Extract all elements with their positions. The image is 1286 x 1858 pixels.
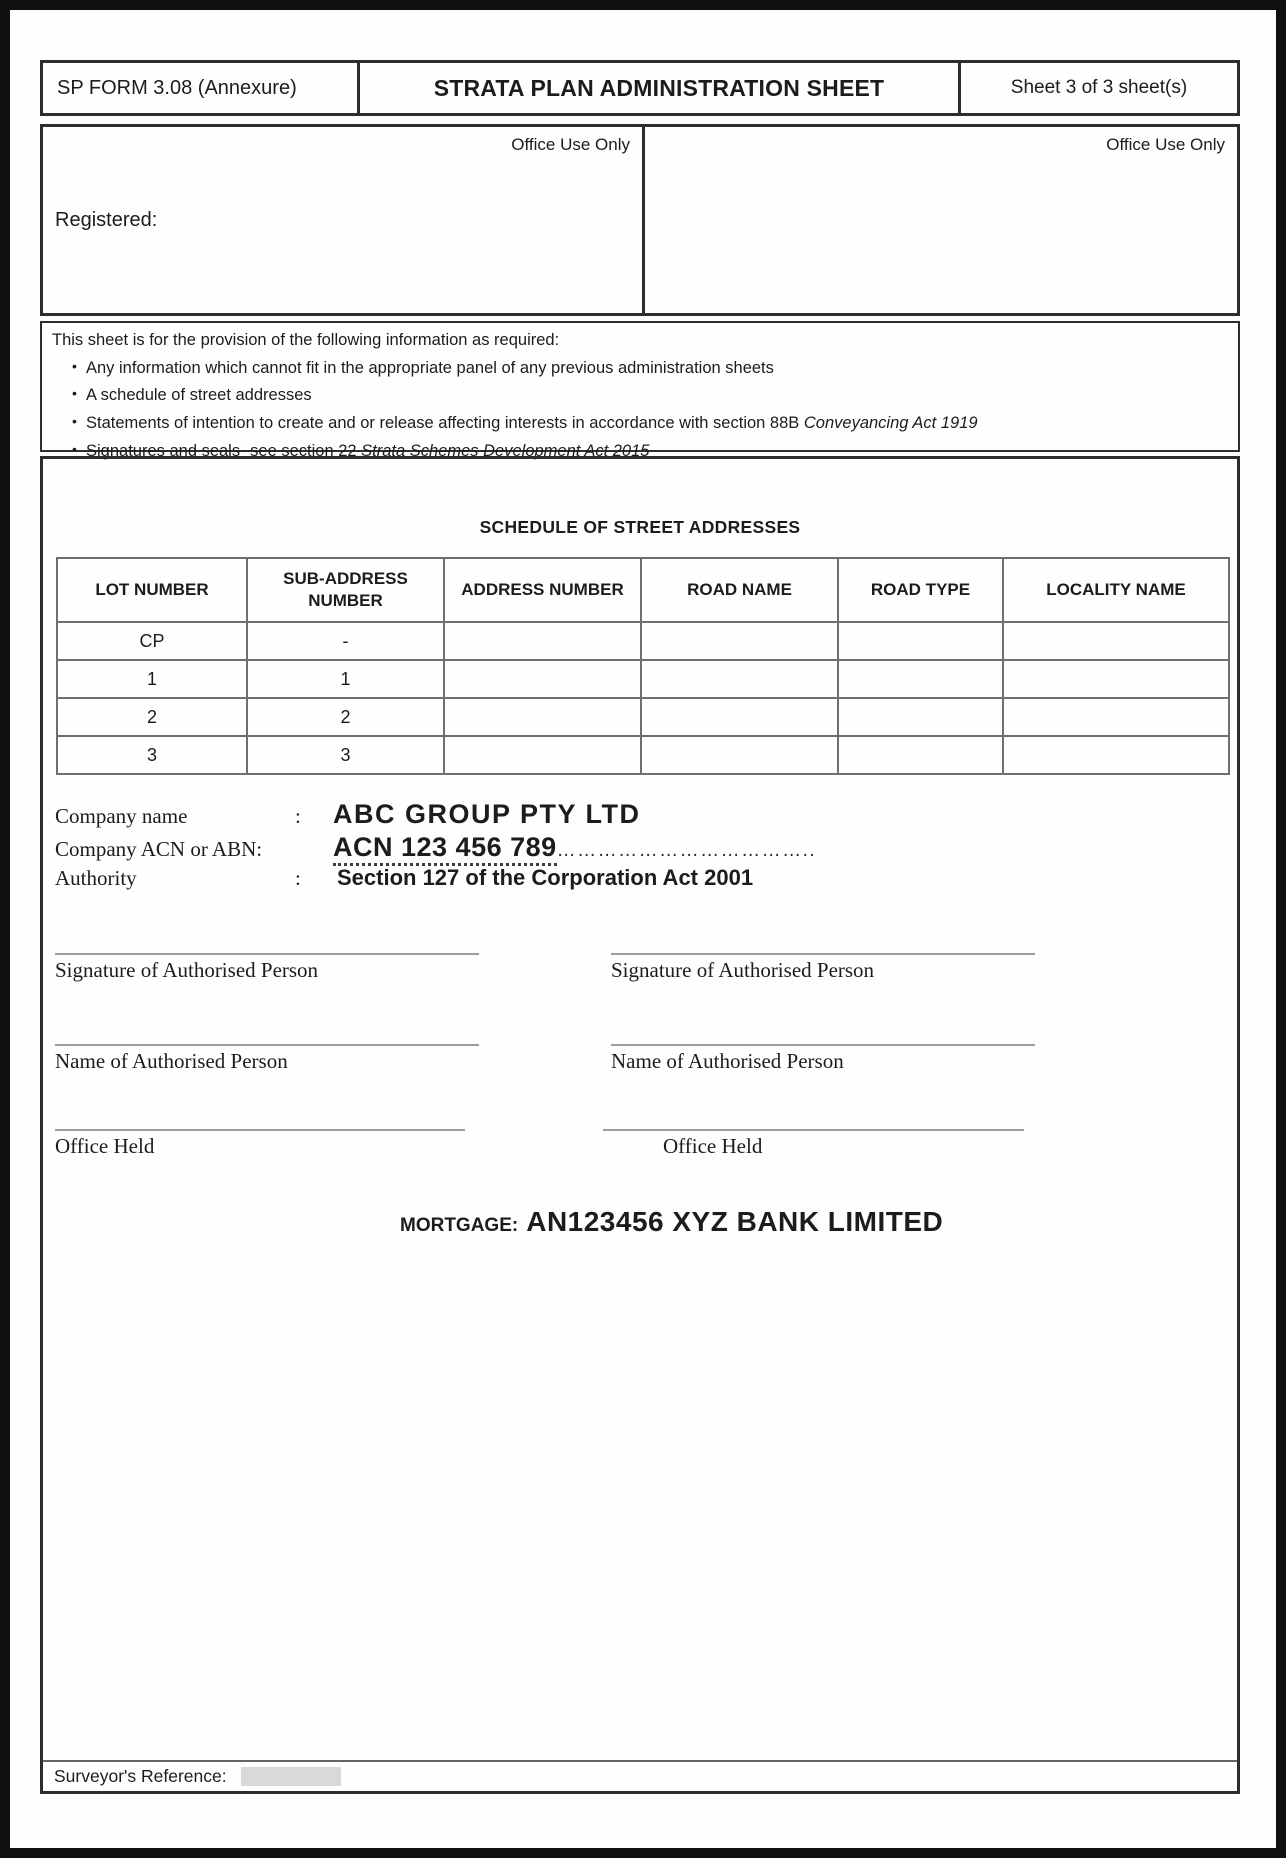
cell-locality-name — [1003, 660, 1229, 698]
col-header-road-name: ROAD NAME — [641, 558, 838, 622]
cell-road-type — [838, 736, 1003, 774]
company-details — [55, 799, 1237, 898]
mortgage-label: MORTGAGE: — [400, 1215, 519, 1236]
company-name-label: Company name — [55, 804, 188, 828]
authority-row — [55, 865, 1237, 898]
table-row — [57, 698, 1229, 736]
cell-road-type — [838, 698, 1003, 736]
registered-label: Registered: — [55, 209, 158, 231]
info-intro: This sheet is for the provision of the following information as required: — [52, 331, 560, 349]
bullet-text: Any information which cannot fit in the appropriate panel of any previous administration sheets — [86, 358, 774, 377]
redaction-box — [241, 1767, 341, 1786]
signature-line — [55, 953, 479, 955]
cell-locality-name — [1003, 736, 1229, 774]
signature-column-left — [55, 953, 479, 1160]
bullet-icon: • — [72, 357, 77, 374]
col-header-address-number: ADDRESS NUMBER — [444, 558, 641, 622]
bullet-text: A schedule of street addresses — [86, 386, 312, 405]
authority-label: Authority — [55, 866, 137, 890]
list-item — [52, 358, 1226, 379]
name-label: Name of Authorised Person — [611, 1049, 844, 1073]
colon-separator: : — [295, 866, 301, 890]
signature-label: Signature of Authorised Person — [55, 958, 319, 982]
cell-lot-number: 1 — [57, 660, 247, 698]
office-use-left-box — [43, 127, 645, 313]
cell-locality-name — [1003, 622, 1229, 660]
cell-address-number — [444, 698, 641, 736]
cell-road-name — [641, 660, 838, 698]
office-held-line — [603, 1129, 1024, 1131]
signature-label: Signature of Authorised Person — [611, 958, 875, 982]
col-header-road-type: ROAD TYPE — [838, 558, 1003, 622]
name-line — [55, 1044, 479, 1046]
company-acn-label: Company ACN or ABN: — [55, 837, 263, 861]
page-title: STRATA PLAN ADMINISTRATION SHEET — [433, 74, 885, 101]
cell-road-type — [838, 622, 1003, 660]
cell-sub-address-number: 2 — [247, 698, 444, 736]
form-id: SP FORM 3.08 (Annexure) — [43, 63, 360, 113]
signature-column-right — [611, 953, 1035, 1160]
mortgage-row — [400, 1206, 1237, 1238]
bullet-icon: • — [72, 385, 77, 402]
name-label: Name of Authorised Person — [55, 1049, 288, 1073]
cell-road-type — [838, 660, 1003, 698]
cell-sub-address-number: 3 — [247, 736, 444, 774]
signature-line — [611, 953, 1035, 955]
bullet-icon: • — [72, 412, 77, 429]
surveyor-reference-row — [43, 1760, 1237, 1791]
surveyor-reference-label: Surveyor's Reference: — [54, 1766, 227, 1786]
sheet-count: Sheet 3 of 3 sheet(s) — [958, 63, 1237, 113]
signature-section — [55, 953, 1237, 1160]
cell-sub-address-number: - — [247, 622, 444, 660]
table-row — [57, 736, 1229, 774]
strata-plan-admin-sheet — [40, 60, 1240, 1794]
cell-address-number — [444, 736, 641, 774]
office-use-only-label-left: Office Use Only — [511, 135, 630, 154]
cell-lot-number: CP — [57, 622, 247, 660]
office-held-label: Office Held — [663, 1134, 763, 1158]
cell-sub-address-number: 1 — [247, 660, 444, 698]
cell-locality-name — [1003, 698, 1229, 736]
schedule-title: SCHEDULE OF STREET ADDRESSES — [479, 517, 801, 537]
street-address-table — [56, 557, 1230, 775]
col-header-locality-name: LOCALITY NAME — [1003, 558, 1229, 622]
list-item — [52, 385, 1226, 406]
office-held-label: Office Held — [55, 1134, 155, 1158]
cell-road-name — [641, 622, 838, 660]
name-line — [611, 1044, 1035, 1046]
office-use-section — [40, 124, 1240, 316]
bullet-italic-text: Conveyancing Act 1919 — [803, 413, 978, 432]
table-row — [57, 660, 1229, 698]
company-name-row — [55, 799, 1237, 832]
company-acn-row — [55, 832, 1237, 865]
company-name-value: ABC GROUP PTY LTD — [333, 799, 641, 829]
bullet-text: Signatures and seals- see section 22 — [86, 441, 362, 460]
mortgage-value: AN123456 XYZ BANK LIMITED — [526, 1206, 944, 1237]
authority-value: Section 127 of the Corporation Act 2001 — [337, 865, 754, 890]
info-box — [40, 321, 1240, 460]
cell-road-name — [641, 736, 838, 774]
col-header-sub-address-number: SUB-ADDRESS NUMBER — [247, 558, 444, 622]
form-header — [40, 60, 1240, 116]
cell-address-number — [444, 622, 641, 660]
bullet-text: Statements of intention to create and or release affecting interests in accordance with section 88B — [86, 413, 804, 432]
bullet-italic-text: Strata Schemes Development Act 2015 — [361, 441, 650, 460]
cell-lot-number: 3 — [57, 736, 247, 774]
company-acn-value: ACN 123 456 789 — [333, 832, 557, 862]
col-header-lot-number: LOT NUMBER — [57, 558, 247, 622]
office-held-line — [55, 1129, 465, 1131]
bullet-icon: • — [72, 440, 77, 457]
cell-address-number — [444, 660, 641, 698]
office-use-only-label-right: Office Use Only — [1106, 135, 1225, 154]
main-content-box — [40, 456, 1240, 1794]
cell-road-name — [641, 698, 838, 736]
office-use-right-box — [645, 127, 1237, 313]
list-item — [52, 413, 1226, 434]
colon-separator: : — [295, 804, 301, 828]
table-header-row — [57, 558, 1229, 622]
cell-lot-number: 2 — [57, 698, 247, 736]
table-row — [57, 622, 1229, 660]
dotted-leader: ……………………………….. — [556, 840, 817, 861]
